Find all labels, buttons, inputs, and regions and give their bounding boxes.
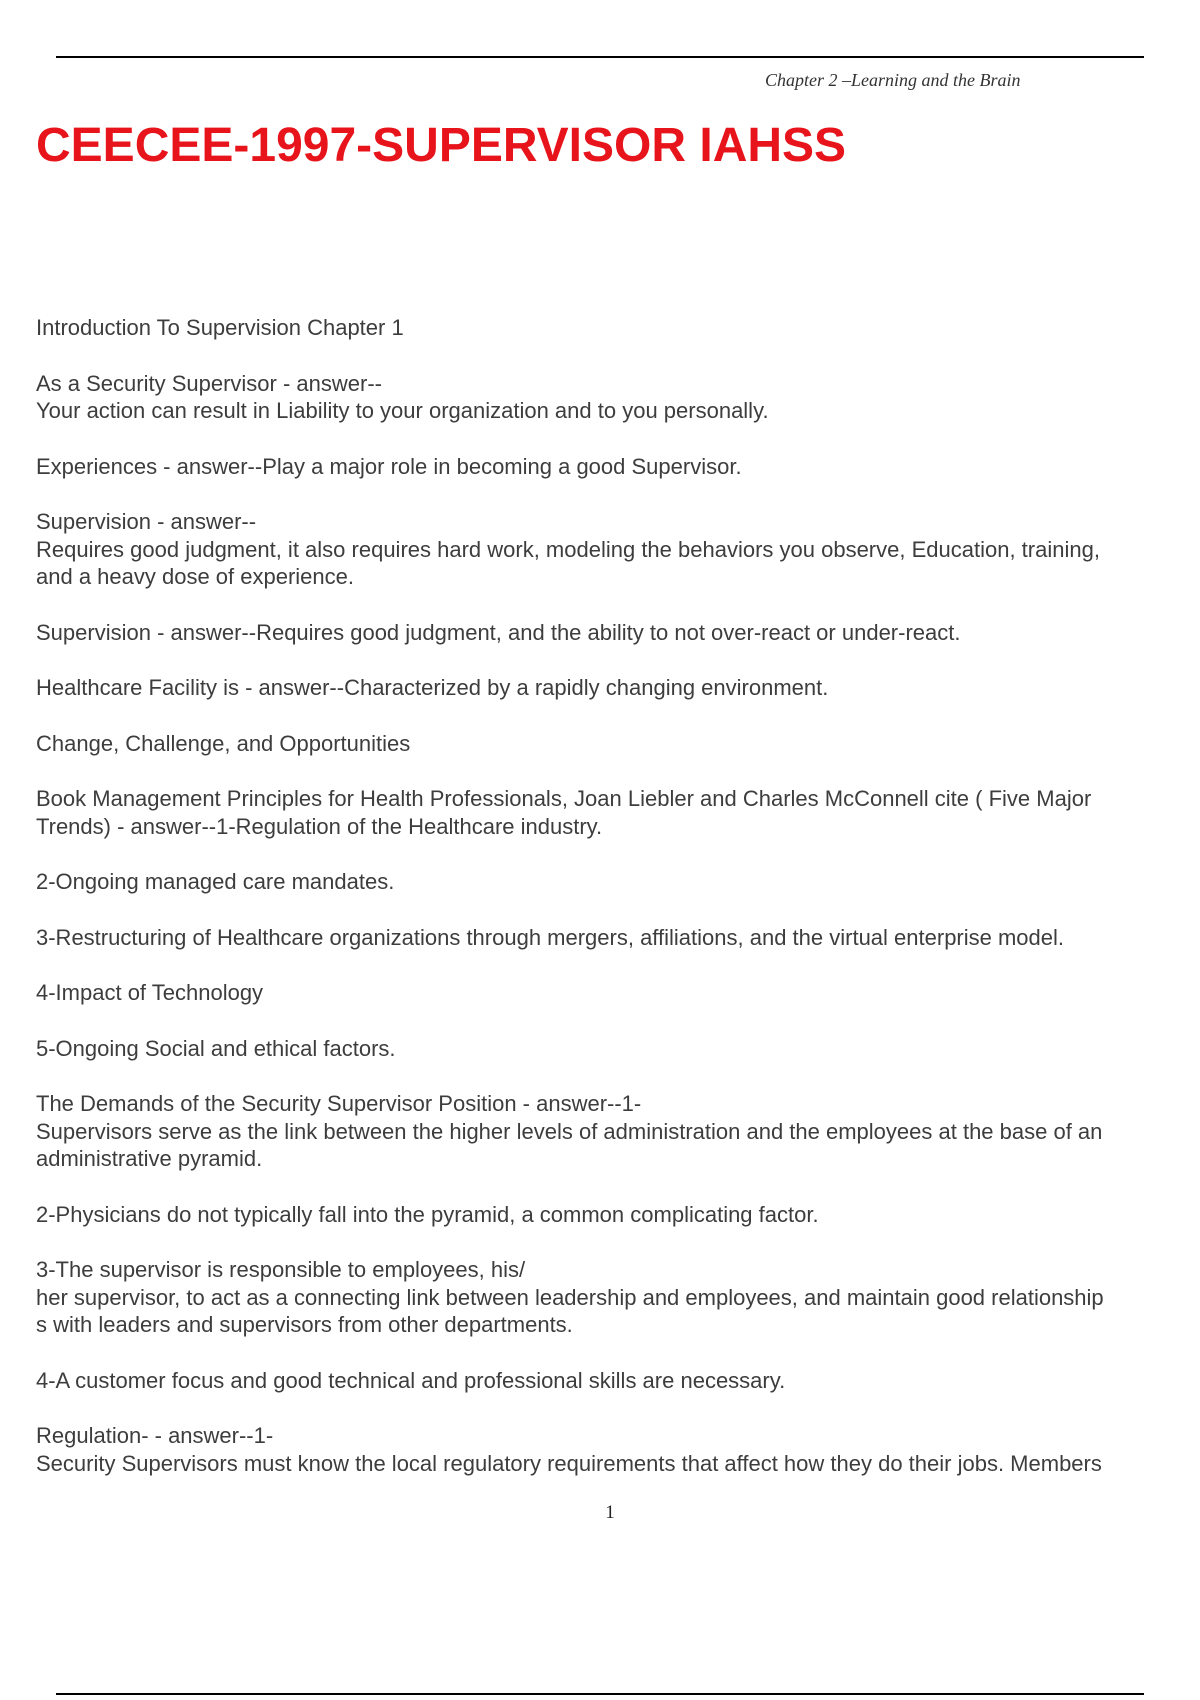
text-line: Your action can result in Liability to your organization and to you personally. — [36, 398, 769, 423]
text-line: Supervision - answer--Requires good judgment, and the ability to not over-react or under-react. — [36, 619, 961, 645]
paragraph — [36, 1256, 1192, 1339]
paragraph — [36, 1367, 1192, 1395]
paragraph — [36, 674, 1192, 702]
text-line: Supervisors serve as the link between the higher levels of administration and the employees at the base of an — [36, 1118, 1103, 1144]
page-number: 1 — [605, 1502, 615, 1523]
text-line: As a Security Supervisor - answer-- — [36, 370, 382, 396]
text-line: The Demands of the Security Supervisor Position - answer--1- — [36, 1091, 642, 1116]
paragraph — [36, 730, 1192, 758]
running-header: Chapter 2 –Learning and the Brain — [765, 70, 1021, 90]
text-line: Change, Challenge, and Opportunities — [36, 730, 411, 756]
text-line: Healthcare Facility is - answer--Characterized by a rapidly changing environment. — [36, 675, 829, 700]
paragraph — [36, 1090, 1192, 1173]
paragraph — [36, 370, 1192, 425]
paragraph — [36, 1035, 1192, 1063]
top-rule — [56, 56, 1144, 58]
paragraph — [36, 508, 1192, 591]
paragraph — [36, 314, 1192, 342]
paragraph — [36, 979, 1192, 1007]
text-line: 4-A customer focus and good technical and professional skills are necessary. — [36, 1367, 786, 1393]
text-line: her supervisor, to act as a connecting link between leadership and employees, and maintain good relationship — [36, 1284, 1104, 1310]
text-line: administrative pyramid. — [36, 1146, 263, 1171]
text-line: Security Supervisors must know the local regulatory requirements that affect how they do their jobs. Members — [36, 1450, 1102, 1476]
text-line: Book Management Principles for Health Professionals, Joan Liebler and Charles McConnell cite ( Five Major — [36, 786, 1092, 811]
text-line: 5-Ongoing Social and ethical factors. — [36, 1035, 396, 1061]
text-line: 3-Restructuring of Healthcare organizations through mergers, affiliations, and the virtual enterprise model. — [36, 924, 1065, 950]
text-line: 4-Impact of Technology — [36, 980, 264, 1005]
text-line: Regulation- - answer--1- — [36, 1423, 274, 1448]
text-line: 3-The supervisor is responsible to employees, his/ — [36, 1257, 526, 1282]
paragraph — [36, 785, 1192, 840]
text-line: s with leaders and supervisors from other departments. — [36, 1312, 573, 1337]
text-line: Trends) - answer--1-Regulation of the Healthcare industry. — [36, 813, 603, 839]
text-line: 2-Ongoing managed care mandates. — [36, 869, 395, 894]
bottom-rule — [56, 1693, 1144, 1695]
text-line: Introduction To Supervision Chapter 1 — [36, 315, 404, 340]
paragraph — [36, 1201, 1192, 1229]
text-line: 2-Physicians do not typically fall into the pyramid, a common complicating factor. — [36, 1201, 819, 1227]
document-body — [36, 314, 1192, 1505]
paragraph — [36, 1422, 1192, 1477]
text-line: Requires good judgment, it also requires hard work, modeling the behaviors you observe, Education, training, — [36, 536, 1100, 562]
text-line: Experiences - answer--Play a major role in becoming a good Supervisor. — [36, 453, 742, 479]
paragraph — [36, 619, 1192, 647]
paragraph — [36, 453, 1192, 481]
text-line: Supervision - answer-- — [36, 509, 257, 534]
paragraph — [36, 868, 1192, 896]
document-title: CEECEE-1997-SUPERVISOR IAHSS — [36, 119, 847, 172]
paragraph — [36, 924, 1192, 952]
text-line: and a heavy dose of experience. — [36, 564, 355, 589]
